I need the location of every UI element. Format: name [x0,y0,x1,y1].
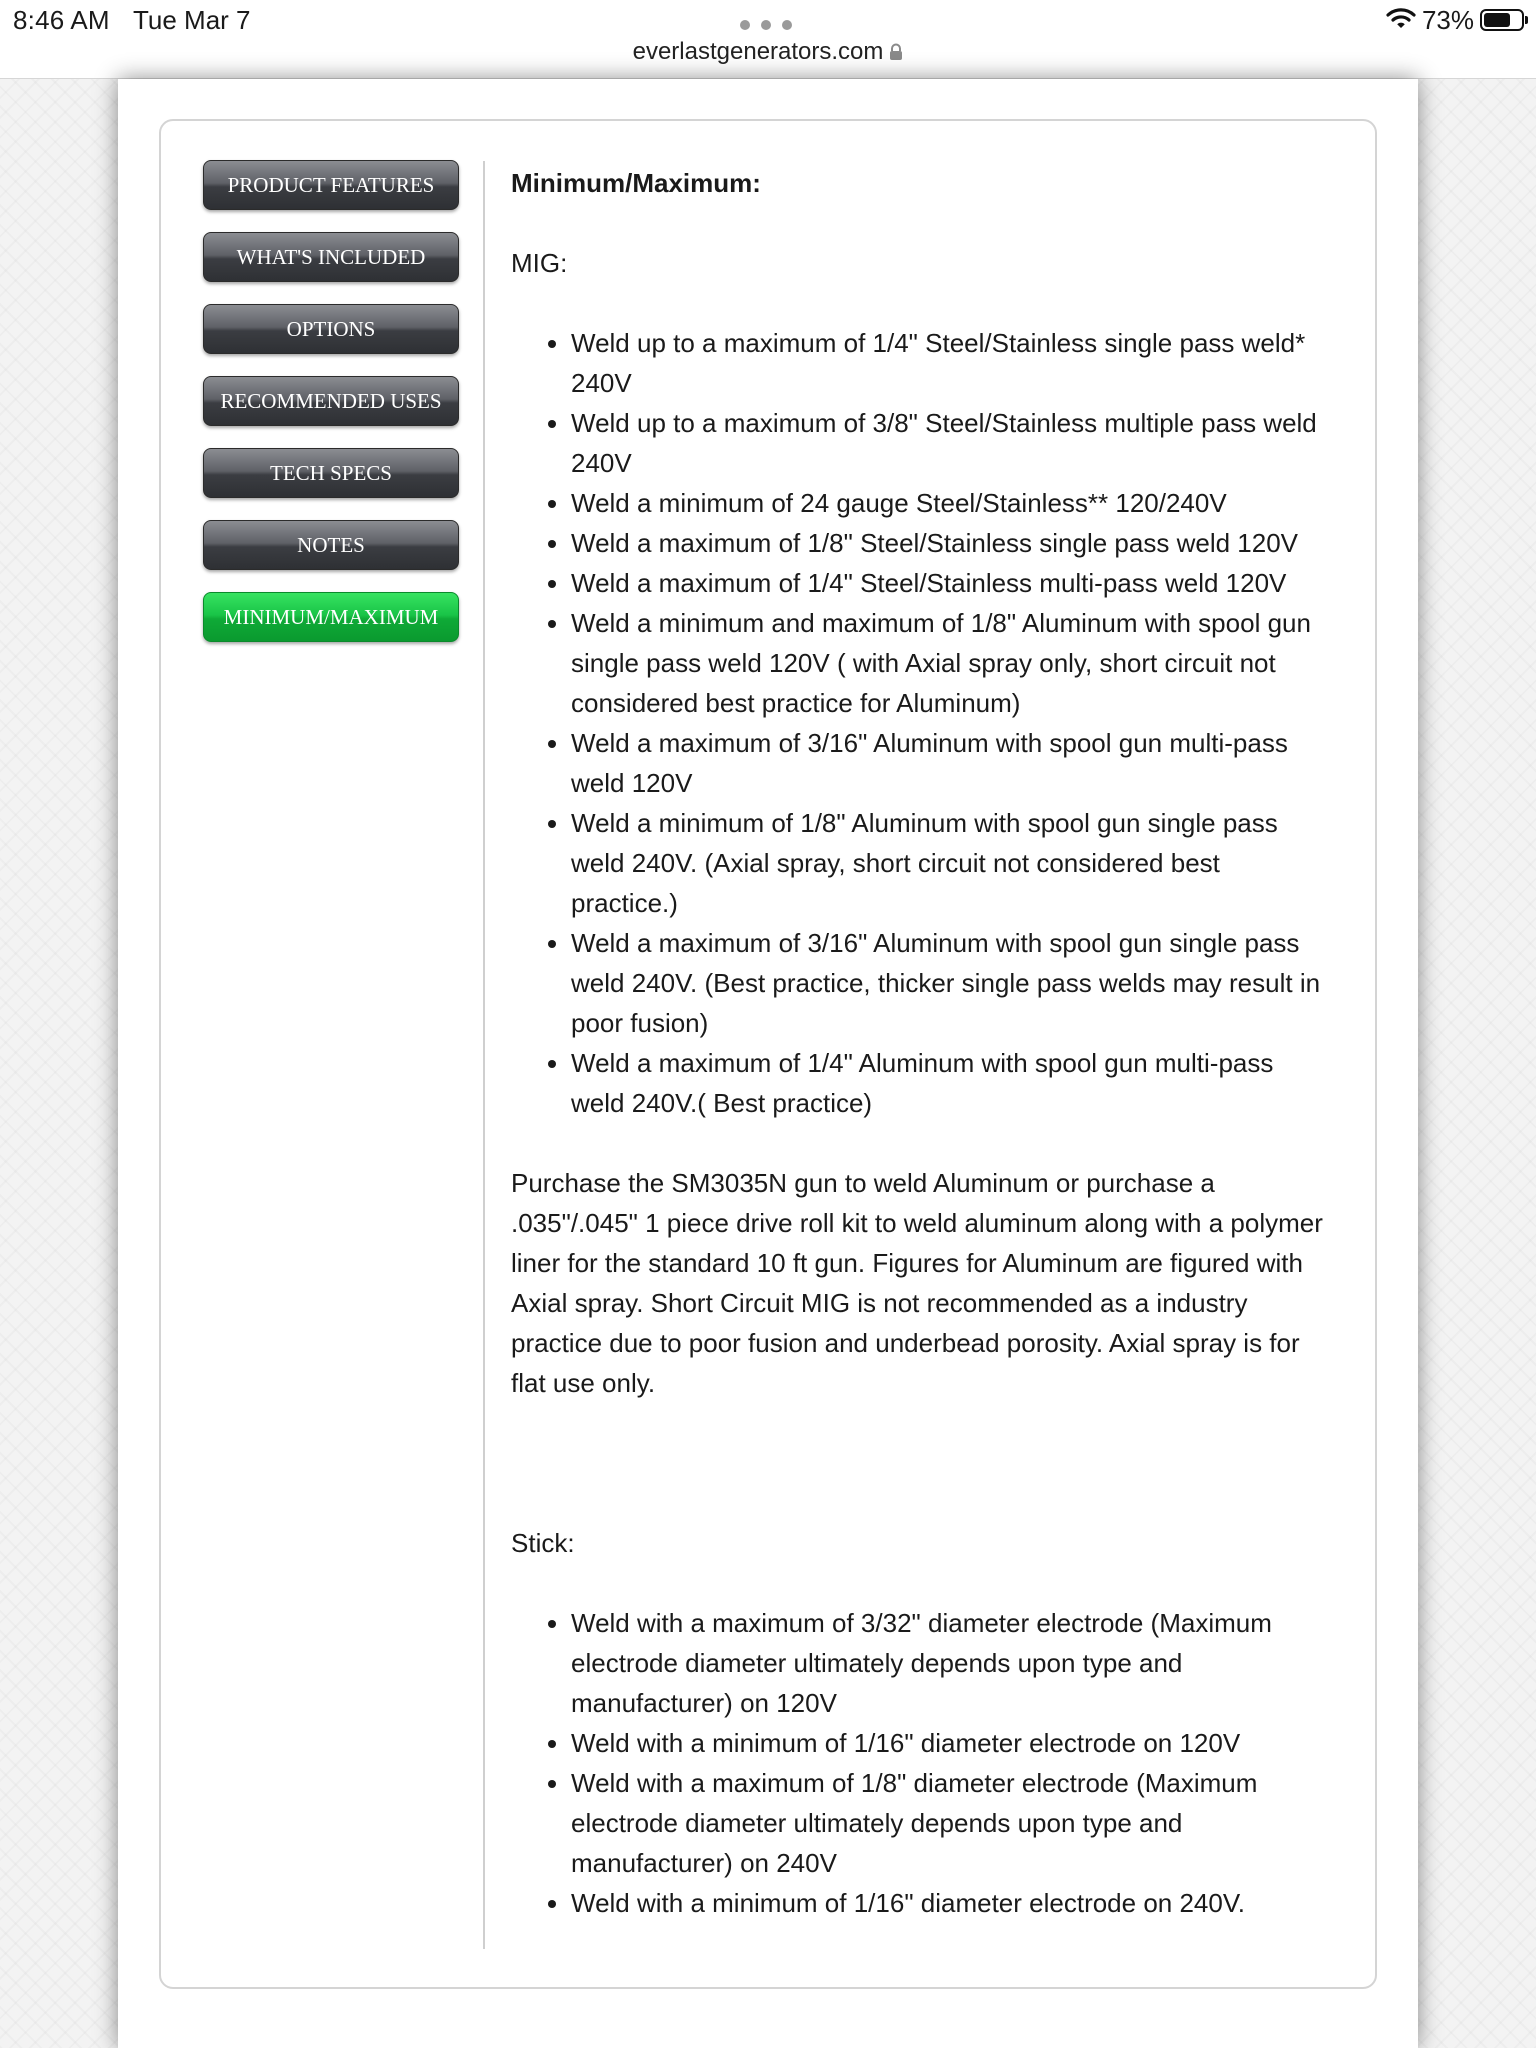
list-item: • Weld with a minimum of 1/16" diameter electrode on 240V. [571,1883,1331,1923]
list-item: • Weld a maximum of 1/8" Steel/Stainless single pass weld 120V [571,523,1331,563]
battery-icon [1480,9,1524,31]
list-item: • Weld a minimum and maximum of 1/8" Aluminum with spool gun single pass weld 120V ( with Axial spray only, short circuit not considered best practice for Aluminum) [571,603,1331,723]
tab-content [511,163,1331,1963]
status-date: Tue Mar 7 [133,5,251,35]
tab-options[interactable]: OPTIONS [203,304,459,354]
battery-percent: 73% [1421,4,1474,35]
purchase-note: Purchase the SM3035N gun to weld Aluminum or purchase a .035"/.045" 1 piece drive roll kit to weld aluminum along with a polymer liner for the standard 10 ft gun. Figures for Aluminum are figured with Axial spray. Short Circuit MIG is not recommended as a industry practice due to poor fusion and underbead porosity. Axial spray is for flat use only. [511,1168,1323,1398]
lock-icon [889,40,903,68]
list-item: • Weld a maximum of 3/16" Aluminum with spool gun single pass weld 240V. (Best practice, thicker single pass welds may result in poor fusion) [571,923,1331,1043]
wifi-icon [1386,5,1416,36]
tabbed-panel [159,119,1377,1989]
address-bar[interactable] [0,38,1536,68]
tab-notes[interactable]: NOTES [203,520,459,570]
list-item: • Weld a maximum of 1/4" Steel/Stainless multi-pass weld 120V [571,563,1331,603]
mig-list [511,323,1331,1123]
list-item: • Weld with a maximum of 1/8" diameter electrode (Maximum electrode diameter ultimately depends upon type and manufacturer) on 240V [571,1763,1331,1883]
list-item: • Weld up to a maximum of 3/8" Steel/Stainless multiple pass weld 240V [571,403,1331,483]
list-item: • Weld a minimum of 1/8" Aluminum with spool gun single pass weld 240V. (Axial spray, short circuit not considered best practice.) [571,803,1331,923]
tab-tech-specs[interactable]: TECH SPECS [203,448,459,498]
tab-minimum-maximum[interactable]: MINIMUM/MAXIMUM [203,592,459,642]
list-item: • Weld a minimum of 24 gauge Steel/Stainless** 120/240V [571,483,1331,523]
status-time: 8:46 AM [13,5,110,35]
list-item: • Weld up to a maximum of 1/4" Steel/Stainless single pass weld* 240V [571,323,1331,403]
list-item: • Weld with a maximum of 3/32" diameter electrode (Maximum electrode diameter ultimately depends upon type and manufacturer) on 120V [571,1603,1331,1723]
stick-list [511,1603,1331,1923]
stick-label: Stick: [511,1528,575,1558]
mig-label: MIG: [511,248,568,278]
tab-divider [483,161,485,1949]
tab-recommended-uses[interactable]: RECOMMENDED USES [203,376,459,426]
list-item: • Weld with a minimum of 1/16" diameter electrode on 120V [571,1723,1331,1763]
tab-product-features[interactable]: PRODUCT FEATURES [203,160,459,210]
url-text: everlastgenerators.com [632,38,884,65]
status-indicators [1386,4,1524,36]
list-item: • Weld a maximum of 1/4" Aluminum with spool gun multi-pass weld 240V.( Best practice) [571,1043,1331,1123]
tab-whats-included[interactable]: WHAT'S INCLUDED [203,232,459,282]
page-column [118,79,1418,2048]
browser-top-bar [0,0,1536,79]
list-item: • Weld a maximum of 3/16" Aluminum with spool gun multi-pass weld 120V [571,723,1331,803]
section-heading: Minimum/Maximum: [511,168,761,198]
more-options-icon[interactable] [740,18,792,32]
